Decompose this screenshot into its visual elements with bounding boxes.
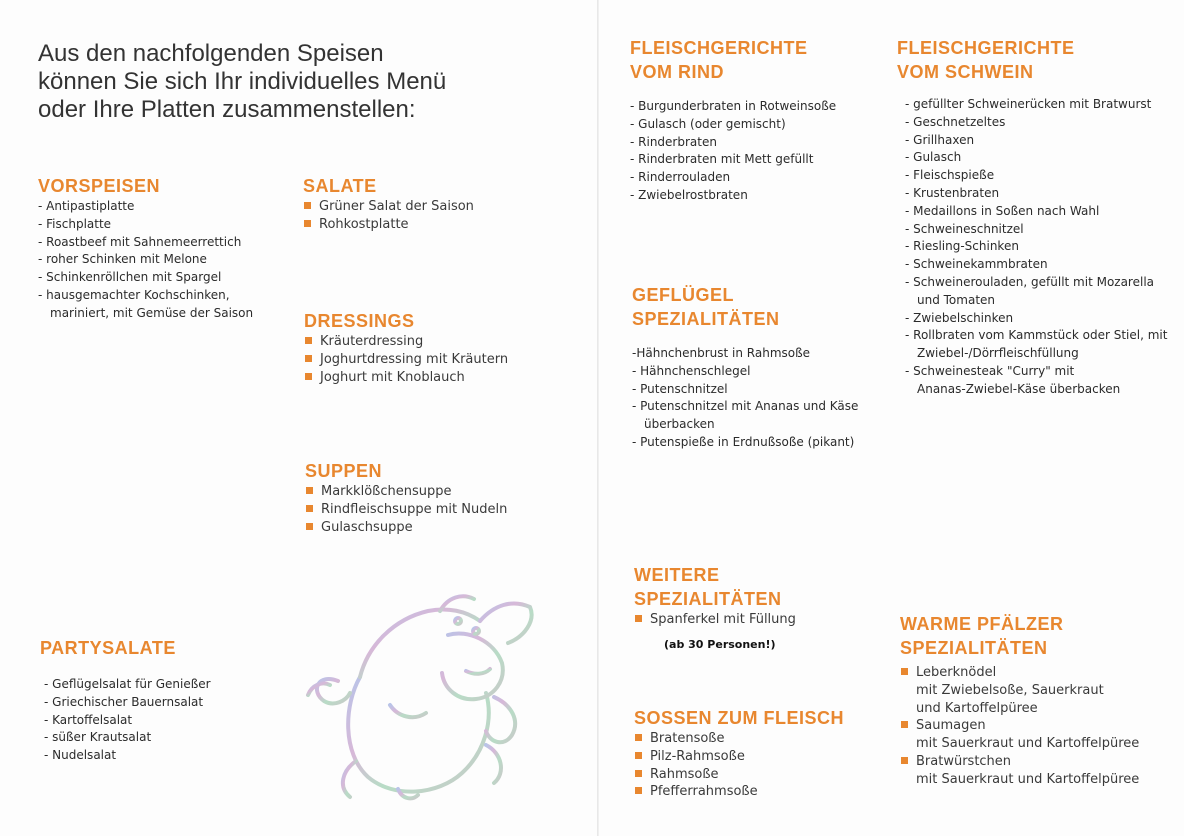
menu-item: Rindfleischsuppe mit Nudeln: [305, 501, 507, 519]
menu-item: Joghurtdressing mit Kräutern: [304, 351, 508, 369]
menu-item: - Schweinekammbraten: [905, 257, 1048, 272]
menu-item: - Schweinerouladen, gefüllt mit Mozarella und Tomaten: [905, 274, 1155, 307]
menu-item: - Krustenbraten: [905, 185, 1000, 200]
menu-item: - Putenschnitzel mit Ananas und Käse überbacken: [632, 399, 859, 432]
menu-list: [632, 345, 858, 452]
section-title: FLEISCHGERICHTE VOM SCHWEIN: [897, 38, 1075, 82]
section-title: SALATE: [303, 176, 377, 196]
menu-item: Bratensoße: [634, 730, 844, 748]
menu-item: - roher Schinken mit Melone: [38, 252, 207, 267]
menu-list: [305, 483, 507, 536]
menu-item: - Gulasch: [905, 150, 962, 165]
section-title: FLEISCHGERICHTE VOM RIND: [630, 38, 808, 82]
section-sossen: [634, 706, 844, 801]
menu-list: [634, 611, 796, 629]
section-title: GEFLÜGEL SPEZIALITÄTEN: [632, 285, 780, 329]
menu-item: - Nudelsalat: [44, 748, 117, 763]
menu-item: - Geschnetzeltes: [905, 114, 1006, 129]
menu-item: Gulaschsuppe: [305, 519, 507, 537]
menu-item: - Rinderrouladen: [630, 170, 731, 185]
menu-item: - Burgunderbraten in Rotweinsoße: [630, 99, 837, 113]
menu-item: Rohkostplatte: [303, 216, 474, 234]
section-rind: [630, 36, 836, 205]
menu-list: [38, 198, 253, 323]
menu-item: Grüner Salat der Saison: [303, 198, 474, 216]
menu-item: - Roastbeef mit Sahnemeerrettich: [38, 234, 242, 249]
menu-item: - Medaillons in Soßen nach Wahl: [905, 203, 1100, 218]
menu-item: Joghurt mit Knoblauch: [304, 369, 508, 387]
menu-item: Rahmsoße: [634, 766, 844, 784]
section-partysalate: [40, 636, 211, 765]
menu-item: Kräuterdressing: [304, 333, 508, 351]
menu-item: - Putenschnitzel: [632, 381, 728, 396]
section-title: WARME PFÄLZER SPEZIALITÄTEN: [900, 614, 1064, 658]
section-title: DRESSINGS: [304, 311, 415, 331]
menu-item: - gefüllter Schweinerücken mit Bratwurst: [905, 97, 1152, 111]
section-vorspeisen: [38, 174, 253, 323]
section-pfaelzer: [900, 612, 1139, 789]
menu-item: Bratwürstchen mit Sauerkraut und Kartoffelpüree: [900, 753, 1139, 789]
menu-item: - Schweinesteak "Curry" mit Ananas-Zwiebel-Käse überbacken: [905, 363, 1121, 396]
pig-icon: [298, 585, 544, 805]
section-weitere: [634, 563, 796, 629]
menu-item: Pfefferrahmsoße: [634, 783, 844, 801]
menu-item: -Hähnchenbrust in Rahmsoße: [632, 346, 811, 360]
menu-item: - Grillhaxen: [905, 132, 975, 147]
section-title: PARTYSALATE: [40, 638, 176, 658]
section-schwein: [897, 36, 1167, 399]
menu-item: - Gulasch (oder gemischt): [630, 116, 786, 131]
menu-item: - Hähnchenschlegel: [632, 363, 751, 378]
menu-list: [900, 664, 1139, 789]
menu-item: Saumagen mit Sauerkraut und Kartoffelpüree: [900, 717, 1139, 753]
section-title: VORSPEISEN: [38, 176, 161, 196]
section-title: SUPPEN: [305, 461, 383, 481]
menu-item: - Fleischspieße: [905, 168, 995, 183]
menu-item: Spanferkel mit Füllung: [634, 611, 796, 629]
menu-item: - Schweineschnitzel: [905, 221, 1024, 236]
menu-list: [304, 333, 508, 386]
note-text: (ab 30 Personen!): [664, 638, 776, 651]
menu-item: - Fischplatte: [38, 216, 112, 231]
menu-item: - Zwiebelschinken: [905, 310, 1014, 325]
menu-list: [40, 676, 211, 765]
menu-item: - Zwiebelrostbraten: [630, 187, 748, 202]
menu-list: [634, 730, 844, 801]
menu-item: - Rollbraten vom Kammstück oder Stiel, mit Zwiebel-/Dörrfleischfüllung: [905, 328, 1168, 361]
intro-text: Aus den nachfolgenden Speisen können Sie sich Ihr individuelles Menü oder Ihre Platten zusammenstellen:: [38, 40, 447, 123]
menu-item: Markklößchensuppe: [305, 483, 507, 501]
menu-item: - hausgemachter Kochschinken, mariniert, mit Gemüse der Saison: [38, 287, 254, 320]
menu-list: [897, 96, 1167, 399]
menu-item: - Rinderbraten mit Mett gefüllt: [630, 152, 814, 167]
section-title: WEITERE SPEZIALITÄTEN: [634, 565, 782, 609]
menu-item: - Riesling-Schinken: [905, 239, 1019, 254]
menu-list: [303, 198, 474, 234]
section-title: SOSSEN ZUM FLEISCH: [634, 708, 845, 728]
menu-item: - Griechischer Bauernsalat: [44, 694, 204, 709]
menu-list: [630, 98, 836, 205]
menu-item: Leberknödel mit Zwiebelsoße, Sauerkraut und Kartoffelpüree: [900, 664, 1139, 717]
section-salate: [303, 174, 474, 234]
menu-item: - Rinderbraten: [630, 134, 717, 149]
menu-item: - süßer Krautsalat: [44, 730, 152, 745]
menu-item: - Antipastiplatte: [38, 199, 135, 213]
menu-item: - Schinkenröllchen mit Spargel: [38, 270, 222, 285]
menu-item: - Geflügelsalat für Genießer: [44, 677, 211, 691]
section-suppen: [305, 459, 507, 536]
menu-item: - Kartoffelsalat: [44, 712, 133, 727]
menu-item: - Putenspieße in Erdnußsoße (pikant): [632, 434, 855, 449]
section-dressings: [304, 309, 508, 386]
section-gefluegel: [632, 283, 858, 452]
page-fold: [597, 0, 599, 836]
menu-item: Pilz-Rahmsoße: [634, 748, 844, 766]
